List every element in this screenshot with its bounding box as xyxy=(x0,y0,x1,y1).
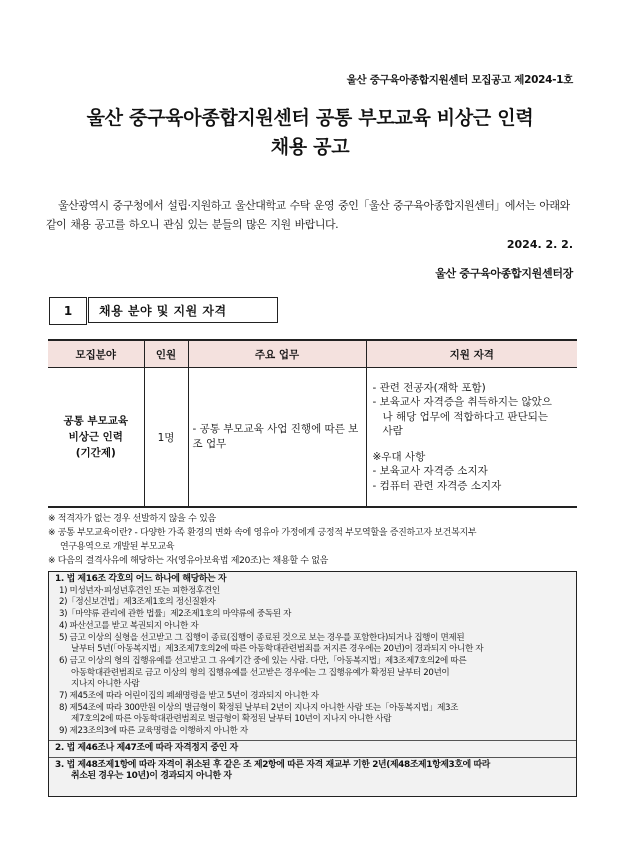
page-title xyxy=(40,104,580,162)
note-line: ※ 공통 부모교육이란? - 다양한 가족 환경의 변화 속에 영유아 가정에게 긍정적 부모역할을 증진하고자 보건복지부 xyxy=(48,528,477,538)
qualification-line: - 보육교사 자격증을 취득하지는 않았으 xyxy=(372,396,552,409)
list-item: 7) 제45조에 따라 어린이집의 폐쇄명령을 받고 5년이 경과되지 아니한 자 xyxy=(59,691,319,702)
disqualification-heading: 3. 법 제48조제1항에 따라 자격이 취소된 후 같은 조 제2항에 따른 자격 재교부 기한 2년(제48조제1항제3호에 따라 xyxy=(55,759,491,770)
preference-line: - 보육교사 자격증 소지자 xyxy=(372,465,488,478)
field-line: 비상근 인력 xyxy=(68,431,123,443)
field-line: (기간제) xyxy=(75,447,116,459)
list-item: 6) 금고 이상의 형의 집행유예를 선고받고 그 유예기간 중에 있는 사람. 다만,「아동복지법」제3조제7호의2에 따른 xyxy=(59,655,467,666)
column-header: 지원 자격 xyxy=(366,340,577,368)
list-item-continued: 날부터 5년(「아동복지법」제3조제7호의2에 따른 아동학대관련범죄를 저지른 경우에는 20년)이 경과되지 아니한 자 xyxy=(71,644,484,655)
column-header: 모집분야 xyxy=(48,340,144,368)
note-line: ※ 다음의 결격사유에 해당하는 자(영유아보육법 제20조)는 채용할 수 없음 xyxy=(48,556,329,566)
disqualification-heading: 1. 법 제16조 각호의 어느 하나에 해당하는 자 xyxy=(55,574,227,584)
preference-line: - 컴퓨터 관련 자격증 소지자 xyxy=(372,479,502,492)
note-line: ※ 적격자가 없는 경우 선발하지 않을 수 있음 xyxy=(48,514,216,524)
list-item: 2)「정신보건법」제3조제1호의 정신질환자 xyxy=(59,597,216,608)
table-row xyxy=(48,368,577,508)
column-header: 주요 업무 xyxy=(188,340,366,368)
intro-paragraph: 울산광역시 중구청에서 설립·지원하고 울산대학교 수탁 운영 중인「울산 중구육아종합지원센터」에서는 아래와 같이 채용 공고를 하오니 관심 있는 분들의 많은 지원 바랍니다. xyxy=(46,199,570,231)
list-item-continued: 제7호의2에 따른 아동학대관련범죄로 벌금형이 확정된 날부터 10년이 지나지 아니한 사람 xyxy=(71,714,392,725)
recruitment-table xyxy=(48,339,577,508)
disqualification-heading: 2. 법 제46조나 제47조에 따라 자격정지 중인 자 xyxy=(55,742,238,753)
list-item-continued: 지나지 아니한 사람 xyxy=(71,679,140,690)
qualification-line: - 관련 전공자(재학 포함) xyxy=(372,381,486,394)
list-item: 4) 파산선고를 받고 복권되지 아니한 자 xyxy=(59,620,199,631)
disqualification-heading-continued: 취소된 경우는 10년)이 경과되지 아니한 자 xyxy=(71,771,232,782)
list-item-continued: 아동학대관련범죄로 금고 이상의 형의 집행유예를 선고받은 경우에는 그 집행유예가 확정된 날부터 20년이 xyxy=(71,667,450,678)
duty-cell: - 공통 부모교육 사업 진행에 따른 보조 업무 xyxy=(188,368,366,508)
title-line-1: 울산 중구육아종합지원센터 공통 부모교육 비상근 인력 xyxy=(86,107,534,129)
field-cell xyxy=(48,368,144,508)
section-title: 채용 분야 및 지원 자격 xyxy=(88,297,278,323)
preference-heading: ※우대 사항 xyxy=(372,450,426,463)
qualification-line: 나 해당 업무에 적합하다고 판단되는 xyxy=(382,410,548,423)
note-line: 연구용역으로 개발된 부모교육 xyxy=(60,542,175,552)
signer: 울산 중구육아종합지원센터장 xyxy=(435,267,573,280)
notice-date: 2024. 2. 2. xyxy=(506,238,573,251)
column-header: 인원 xyxy=(144,340,188,368)
list-item: 1) 미성년자·피성년후견인 또는 피한정후견인 xyxy=(59,585,220,596)
list-item: 9) 제23조의3에 따른 교육명령을 이행하지 아니한 자 xyxy=(59,726,248,737)
list-item: 3)「마약류 관리에 관한 법률」제2조제1호의 마약류에 중독된 자 xyxy=(59,609,292,620)
list-item: 5) 금고 이상의 실형을 선고받고 그 집행이 종료(집행이 종료된 것으로 보는 경우를 포함한다)되거나 집행이 면제된 xyxy=(59,632,465,643)
disqualification-box xyxy=(48,571,577,797)
list-item: 8) 제54조에 따라 300만원 이상의 벌금형이 확정된 날부터 2년이 지나지 아니한 사람 또는「아동복지법」제3조 xyxy=(59,702,459,713)
table-header-row xyxy=(48,340,577,368)
field-line: 공통 부모교육 xyxy=(63,415,128,427)
qualification-line: 사람 xyxy=(382,425,403,438)
section-number: 1 xyxy=(49,297,87,325)
title-line-2: 채용 공고 xyxy=(270,136,350,158)
count-cell: 1명 xyxy=(144,368,188,508)
recruitment-notice-number: 울산 중구육아종합지원센터 모집공고 제2024-1호 xyxy=(346,74,573,86)
notes xyxy=(48,512,578,568)
qualifications-cell xyxy=(366,368,577,508)
